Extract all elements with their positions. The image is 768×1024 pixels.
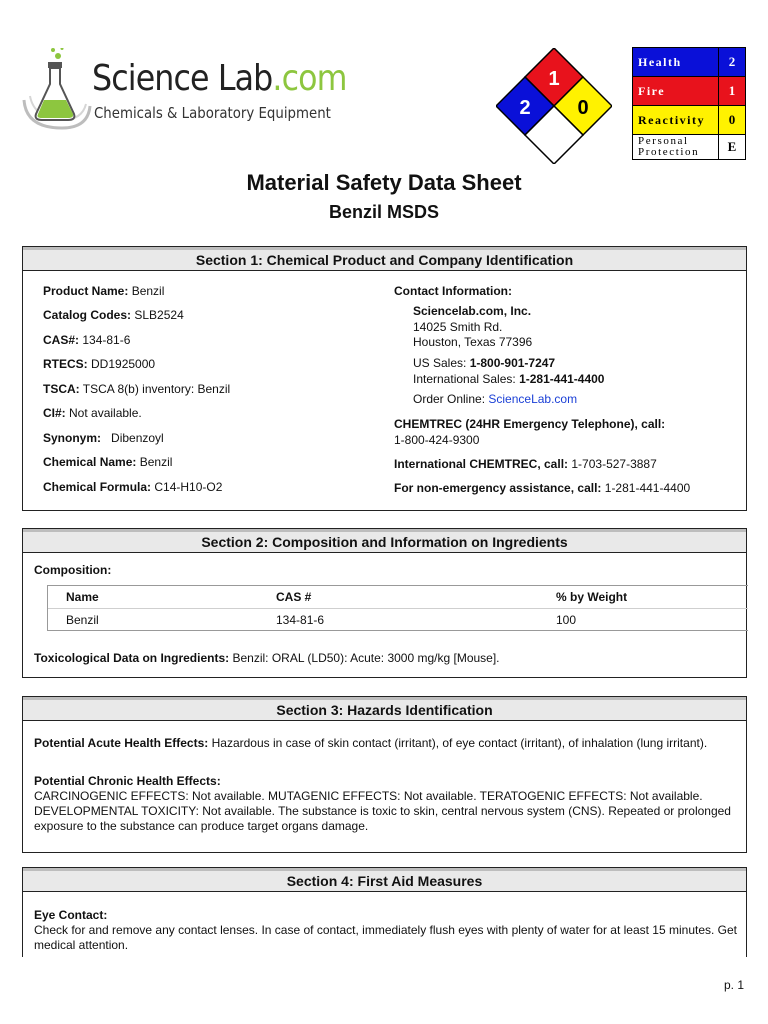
nfpa-diamond [496,48,612,164]
international-sales: International Sales: 1-281-441-4400 [413,372,605,386]
chemtrec-phone: 1-800-424-9300 [394,433,480,447]
acute-health-effects: Potential Acute Health Effects: Hazardous in case of skin contact (irritant), of eye contact (irritant), of inhalation (lung irritant). [34,736,708,750]
company-address-2: Houston, Texas 77396 [413,335,533,349]
page-number: p. 1 [723,978,744,992]
section-heading: Section 1: Chemical Product and Company Identification [23,247,746,271]
chronic-health-effects-label: Potential Chronic Health Effects: [34,774,221,788]
section-4 [22,867,747,957]
table-cell-cas: 134-81-6 [276,613,325,627]
international-chemtrec: International CHEMTREC, call: 1-703-527-3887 [394,457,657,471]
ci-field: CI#: Not available. [43,406,142,420]
catalog-codes-field: Catalog Codes: SLB2524 [43,308,184,322]
eye-contact-label: Eye Contact: [34,908,108,922]
column-header-weight: % by Weight [556,590,628,604]
chronic-health-effects-text: CARCINOGENIC EFFECTS: Not available. MUTAGENIC EFFECTS: Not available. TERATOGENIC EFFECTS: Not available. DEVELOPMENTAL TOXICITY: Not available. The substance is toxic to skin, central nervous system (CNS). Repeated or prolonged exposure to the substance can produce target organs damage. [34,789,731,833]
nfpa-health-rating: 2 [519,97,531,119]
composition-table [47,585,748,631]
nfpa-fire-rating: 1 [548,68,560,90]
non-emergency-assistance: For non-emergency assistance, call: 1-281-441-4400 [394,481,691,495]
order-online: Order Online: ScienceLab.com [413,392,578,406]
chemical-formula-field: Chemical Formula: C14-H10-O2 [43,480,223,494]
section-3 [22,696,747,853]
company-name: Sciencelab.com, Inc. [413,304,532,318]
hazard-row-fire: Fire 1 [633,77,745,106]
table-cell-name: Benzil [66,613,99,627]
us-sales: US Sales: 1-800-901-7247 [413,356,556,370]
toxicological-data: Toxicological Data on Ingredients: Benzil: ORAL (LD50): Acute: 3000 mg/kg [Mouse]. [34,651,500,665]
sciencelab-link[interactable]: ScienceLab.com [488,392,578,406]
column-header-cas: CAS # [276,590,312,604]
chemtrec-label: CHEMTREC (24HR Emergency Telephone), call: [394,417,666,431]
section-2 [22,528,747,678]
cas-field: CAS#: 134-81-6 [43,333,131,347]
logo-wordmark: Science Lab.com [92,58,347,99]
synonym-field: Synonym: Dibenzoyl [43,431,164,445]
nfpa-reactivity-rating: 0 [577,97,589,119]
contact-label: Contact Information: [394,284,512,298]
section-heading: Section 4: First Aid Measures [23,868,746,892]
section-1 [22,246,747,511]
composition-label: Composition: [34,563,112,577]
document-subtitle: Benzil MSDS [328,202,439,222]
section-heading: Section 2: Composition and Information on Ingredients [23,529,746,553]
tsca-field: TSCA: TSCA 8(b) inventory: Benzil [43,382,231,396]
table-cell-weight: 100 [556,613,577,627]
eye-contact-text: Check for and remove any contact lenses. In case of contact, immediately flush eyes with plenty of water for at least 15 minutes. Get medical attention. [34,923,738,952]
flask-icon [22,48,92,130]
hazard-row-health: Health 2 [633,48,745,77]
document-title: Material Safety Data Sheet [246,170,522,195]
logo-tagline: Chemicals & Laboratory Equipment [94,104,331,122]
sciencelab-logo [22,48,347,130]
hazard-row-personal-protection: Personal Protection E [633,135,745,159]
hazard-rating-table [632,47,746,160]
chemical-name-field: Chemical Name: Benzil [43,455,173,469]
hazard-row-reactivity: Reactivity 0 [633,106,745,135]
rtecs-field: RTECS: DD1925000 [43,357,156,371]
column-header-name: Name [66,590,99,604]
section-heading: Section 3: Hazards Identification [23,697,746,721]
product-name-field: Product Name: Benzil [43,284,165,298]
company-address-1: 14025 Smith Rd. [413,320,503,334]
